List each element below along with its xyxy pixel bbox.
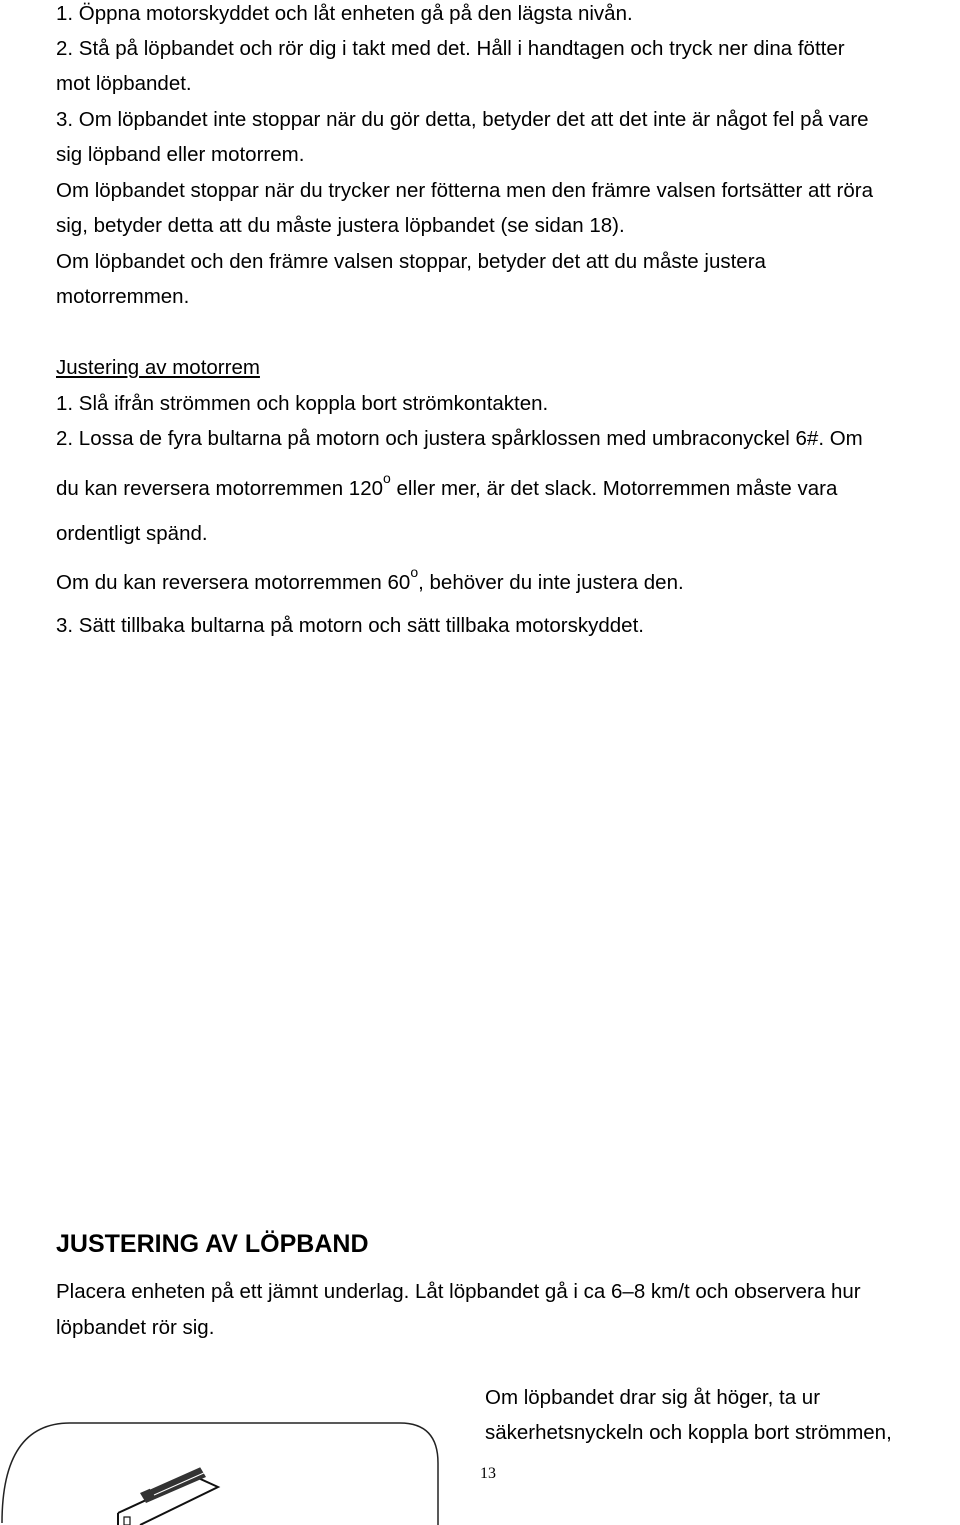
page-number: 13 [480,1465,496,1482]
right-column-line-2: säkerhetsnyckeln och koppla bort strömmen, [485,1421,892,1444]
note-60-degrees: Om du kan reversera motorremmen 60$^o$, behöver du inte justera den. [56,564,684,594]
text-line: Om löpbandet och den främre valsen stoppar, betyder det att du måste justera [56,250,766,273]
text-line: motorremmen. [56,285,190,308]
step-1: 1. Slå ifrån strömmen och koppla bort strömkontakten. [56,392,549,415]
intro-line-1: Placera enheten på ett jämnt underlag. Låt löpbandet gå i ca 6–8 km/t och observera hur [56,1280,861,1303]
degree-sign: o [410,564,419,580]
text-line: Om löpbandet stoppar när du trycker ner fötterna men den främre valsen fortsätter att röra [56,179,873,202]
step-2-line-1: 2. Lossa de fyra bultarna på motorn och justera spårklossen med umbraconyckel 6#. Om [56,427,863,450]
treadmill-illustration [0,1415,445,1525]
step-2-line-2: du kan reversera motorremmen 120$^o$ eller mer, är det slack. Motorremmen måste vara [56,470,838,500]
text-line: sig löpband eller motorrem. [56,143,305,166]
degree-sign: o [383,470,391,486]
step-2-line-3: ordentligt spänd. [56,522,208,545]
text-line: mot löpbandet. [56,72,192,95]
text-line: 1. Öppna motorskyddet och låt enheten gå på den lägsta nivån. [56,2,633,25]
text-line: sig, betyder detta att du måste justera löpbandet (se sidan 18). [56,214,625,237]
section-title-motor-belt: Justering av motorrem [56,356,260,379]
step-3: 3. Sätt tillbaka bultarna på motorn och sätt tillbaka motorskyddet. [56,614,644,637]
right-column-line-1: Om löpbandet drar sig åt höger, ta ur [485,1386,821,1409]
text-line: 2. Stå på löpbandet och rör dig i takt med det. Håll i handtagen och tryck ner dina fötter [56,37,845,60]
section-heading-belt-adjustment: JUSTERING AV LÖPBAND [56,1230,369,1258]
intro-line-2: löpbandet rör sig. [56,1316,215,1339]
text-line: 3. Om löpbandet inte stoppar när du gör detta, betyder det att det inte är något fel på vare [56,108,869,131]
